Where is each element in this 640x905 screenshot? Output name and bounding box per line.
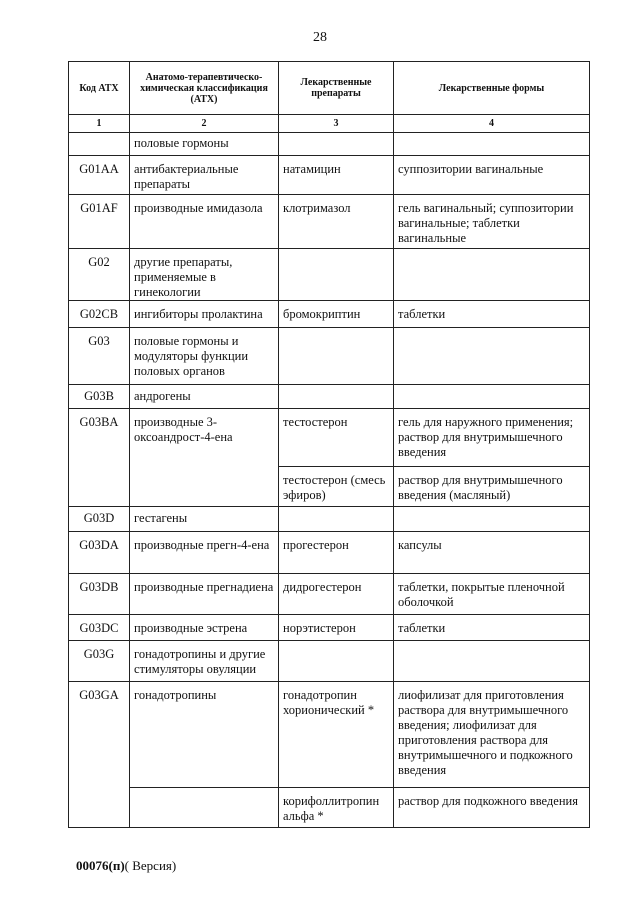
form-cell: капсулы [394, 532, 590, 574]
atx-code-cell: G03D [69, 507, 130, 532]
atx-class-cell: половые гормоны и модуляторы функции половых органов [130, 328, 279, 385]
table-row [69, 195, 590, 249]
form-cell: лиофилизат для приготовления раствора для внутримышечного введения; лиофилизат для приготовления раствора для внутримышечного и подкожного введения [394, 682, 590, 788]
document-version: ( Версия) [124, 858, 177, 873]
table-row [69, 409, 590, 467]
atx-code-cell [69, 467, 130, 507]
atx-class-cell: производные 3-оксоандрост-4-ена [130, 409, 279, 467]
footer [76, 858, 176, 874]
atx-code-cell: G03DC [69, 615, 130, 641]
atx-code-cell: G03DB [69, 574, 130, 615]
atx-code-cell [69, 788, 130, 828]
header-atx-classification: Анатомо-терапевтическо-химическая классификация (АТХ) [130, 62, 279, 115]
table-row [69, 156, 590, 195]
table-row [69, 301, 590, 328]
header-atx-code: Код АТХ [69, 62, 130, 115]
atx-class-cell: половые гормоны [130, 133, 279, 156]
atx-code-cell [69, 133, 130, 156]
atx-class-cell: другие препараты, применяемые в гинекологии [130, 249, 279, 301]
column-number: 1 [69, 115, 130, 133]
atx-class-cell: андрогены [130, 385, 279, 409]
column-number: 3 [279, 115, 394, 133]
table-header-row [69, 62, 590, 115]
atx-code-cell: G03B [69, 385, 130, 409]
form-cell [394, 133, 590, 156]
form-cell: гель для наружного применения; раствор для внутримышечного введения [394, 409, 590, 467]
table-row [69, 682, 590, 788]
header-dosage-forms: Лекарственные формы [394, 62, 590, 115]
form-cell: раствор для внутримышечного введения (масляный) [394, 467, 590, 507]
page-number: 28 [313, 30, 327, 45]
atx-class-cell: гестагены [130, 507, 279, 532]
table-row [69, 574, 590, 615]
atx-class-cell: производные имидазола [130, 195, 279, 249]
form-cell: таблетки [394, 301, 590, 328]
form-cell: суппозитории вагинальные [394, 156, 590, 195]
table-row [69, 133, 590, 156]
atx-class-cell: производные прегн-4-ена [130, 532, 279, 574]
atx-class-cell: производные прегнадиена [130, 574, 279, 615]
drug-cell: тестостерон [279, 409, 394, 467]
form-cell [394, 328, 590, 385]
table-row [69, 641, 590, 682]
form-cell: гель вагинальный; суппозитории вагинальные; таблетки вагинальные [394, 195, 590, 249]
atx-class-cell: гонадотропины и другие стимуляторы овуляции [130, 641, 279, 682]
drug-cell: норэтистерон [279, 615, 394, 641]
form-cell: таблетки [394, 615, 590, 641]
drug-cell: корифоллитропин альфа * [279, 788, 394, 828]
table-row [69, 328, 590, 385]
table-row [69, 615, 590, 641]
drug-cell [279, 507, 394, 532]
drug-cell: прогестерон [279, 532, 394, 574]
atx-class-cell [130, 788, 279, 828]
atx-table [68, 61, 590, 828]
drug-cell [279, 328, 394, 385]
table-row [69, 249, 590, 301]
column-number: 2 [130, 115, 279, 133]
form-cell: раствор для подкожного введения [394, 788, 590, 828]
table-row [69, 385, 590, 409]
form-cell [394, 249, 590, 301]
header-drugs: Лекарственные препараты [279, 62, 394, 115]
drug-cell [279, 249, 394, 301]
drug-cell: дидрогестерон [279, 574, 394, 615]
atx-code-cell: G03DA [69, 532, 130, 574]
table-row [69, 507, 590, 532]
atx-class-cell [130, 467, 279, 507]
atx-code-cell: G01AF [69, 195, 130, 249]
drug-cell [279, 133, 394, 156]
drug-cell [279, 641, 394, 682]
drug-cell: натамицин [279, 156, 394, 195]
atx-class-cell: антибактериальные препараты [130, 156, 279, 195]
atx-class-cell: производные эстрена [130, 615, 279, 641]
drug-cell: гонадотропин хорионический * [279, 682, 394, 788]
atx-code-cell: G03GA [69, 682, 130, 788]
form-cell: таблетки, покрытые пленочной оболочкой [394, 574, 590, 615]
form-cell [394, 507, 590, 532]
atx-class-cell: ингибиторы пролактина [130, 301, 279, 328]
table-row [69, 467, 590, 507]
atx-code-cell: G03G [69, 641, 130, 682]
atx-code-cell: G02 [69, 249, 130, 301]
drug-cell: бромокриптин [279, 301, 394, 328]
drug-cell: клотримазол [279, 195, 394, 249]
atx-code-cell: G02CB [69, 301, 130, 328]
form-cell [394, 641, 590, 682]
atx-code-cell: G03BA [69, 409, 130, 467]
column-number: 4 [394, 115, 590, 133]
table-row [69, 788, 590, 828]
drug-cell [279, 385, 394, 409]
form-cell [394, 385, 590, 409]
drug-cell: тестостерон (смесь эфиров) [279, 467, 394, 507]
atx-code-cell: G01AA [69, 156, 130, 195]
column-number-row [69, 115, 590, 133]
atx-class-cell: гонадотропины [130, 682, 279, 788]
table-row [69, 532, 590, 574]
atx-code-cell: G03 [69, 328, 130, 385]
document-code: 00076(п) [76, 858, 125, 873]
